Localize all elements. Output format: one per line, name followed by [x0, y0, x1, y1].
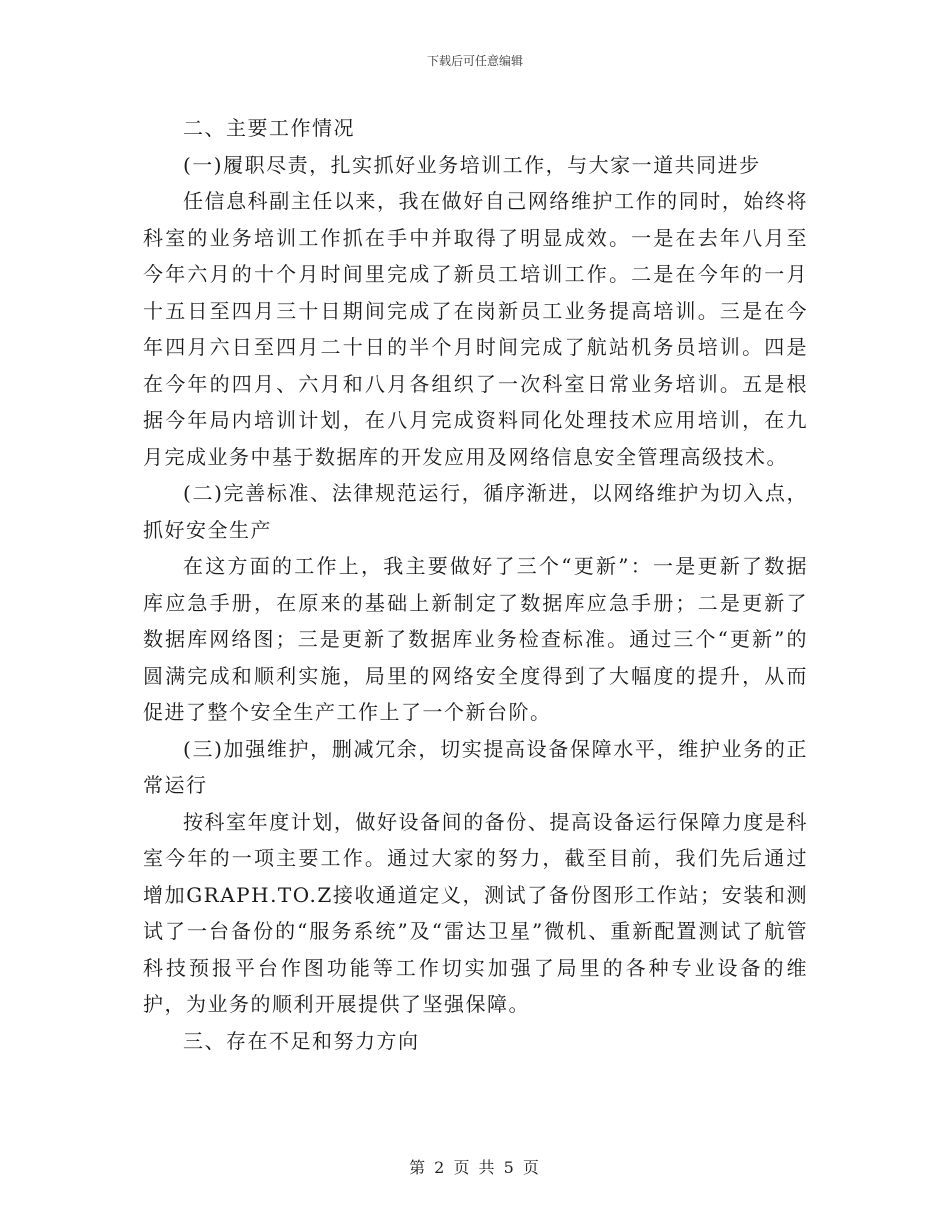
paragraph-safety: 在这方面的工作上，我主要做好了三个“更新”：一是更新了数据库应急手册，在原来的基础上新制定了数据库应急手册；二是更新了数据库网络图；三是更新了数据库业务检查标准。通过三个“更新”的圆满完成和顺利实施，局里的网络安全度得到了大幅度的提升，从而促进了整个安全生产工作上了一个新台阶。: [143, 554, 808, 724]
subsection-heading-safety: (二)完善标准、法律规范运行，循序渐进，以网络维护为切入点，抓好安全生产: [143, 481, 808, 542]
subsection-heading-training: (一)履职尽责，扎实抓好业务培训工作，与大家一道共同进步: [183, 152, 761, 177]
subsection-heading-maintenance: (三)加强维护，删减冗余，切实提高设备保障水平，维护业务的正常运行: [143, 736, 808, 797]
section-heading-shortcomings: 三、存在不足和努力方向: [183, 1028, 420, 1053]
paragraph-maintenance: 按科室年度计划，做好设备间的备份、提高设备运行保障力度是科室今年的一项主要工作。通过大家的努力，截至目前，我们先后通过增加GRAPH.TO.Z接收通道定义，测试了备份图形工作站；安装和测试了一台备份的“服务系统”及“雷达卫星”微机、重新配置测试了航管科技预报平台作图功能等工作切实加强了局里的各种专业设备的维护，为业务的顺利开展提供了坚强保障。: [143, 809, 808, 1016]
document-body: [143, 110, 808, 1059]
section-heading-main-work: 二、主要工作情况: [183, 116, 355, 140]
page-number-footer: 第 2 页 共 5 页: [409, 1158, 541, 1177]
paragraph-training: 任信息科副主任以来，我在做好自己网络维护工作的同时，始终将科室的业务培训工作抓在手中并取得了明显成效。一是在去年八月至今年六月的十个月时间里完成了新员工培训工作。二是在今年的一月十五日至四月三十日期间完成了在岗新员工业务提高培训。三是在今年四月六日至四月二十日的半个月时间完成了航站机务员培训。四是在今年的四月、六月和八月各组织了一次科室日常业务培训。五是根据今年局内培训计划，在八月完成资料同化处理技术应用培训，在九月完成业务中基于数据库的开发应用及网络信息安全管理高级技术。: [143, 189, 808, 469]
page-header-note: 下载后可任意编辑: [426, 54, 523, 68]
